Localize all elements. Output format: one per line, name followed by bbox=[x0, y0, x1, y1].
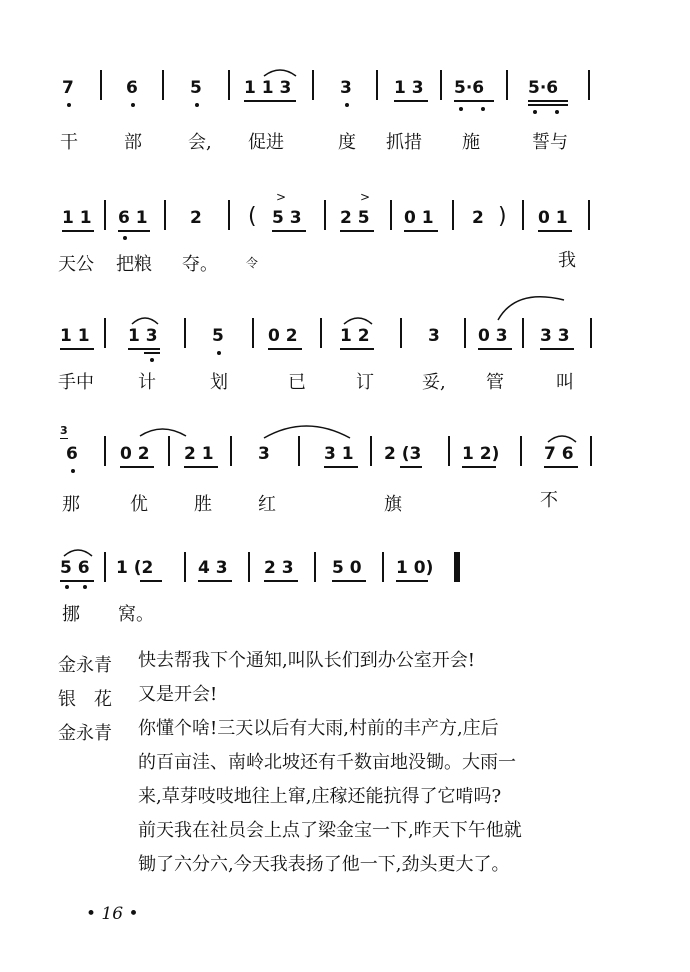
dot bbox=[195, 103, 199, 107]
note: 5·6 bbox=[528, 78, 559, 98]
barline bbox=[164, 200, 166, 230]
note: 1 3 bbox=[394, 78, 424, 98]
barline bbox=[588, 200, 590, 230]
underline bbox=[144, 352, 160, 354]
barline bbox=[324, 200, 326, 230]
note: ( bbox=[248, 204, 257, 229]
underline bbox=[60, 438, 68, 439]
lyric: 窝。 bbox=[118, 604, 154, 625]
note: 3 bbox=[340, 78, 352, 98]
underline bbox=[340, 348, 374, 350]
underline bbox=[140, 580, 162, 582]
slur bbox=[546, 432, 578, 444]
barline bbox=[464, 318, 466, 348]
note: 7 bbox=[62, 78, 74, 98]
underline bbox=[60, 348, 94, 350]
underline bbox=[528, 100, 568, 102]
dot bbox=[150, 358, 154, 362]
barline bbox=[588, 70, 590, 100]
note: 1 3 bbox=[128, 326, 158, 346]
note: 1 0) bbox=[396, 558, 434, 578]
note: 0 1 bbox=[404, 208, 434, 228]
barline bbox=[506, 70, 508, 100]
final-barline bbox=[454, 552, 460, 582]
slur bbox=[138, 424, 188, 438]
barline bbox=[162, 70, 164, 100]
barline bbox=[104, 318, 106, 348]
underline bbox=[264, 580, 298, 582]
dialogue-line: 锄了六分六,今天我表扬了他一下,劲头更大了。 bbox=[138, 854, 510, 875]
speaker-name: 银 花 bbox=[58, 689, 112, 710]
underline bbox=[394, 100, 428, 102]
speaker-name: 金永青 bbox=[58, 723, 112, 744]
lyric: 已 bbox=[288, 372, 306, 393]
underline bbox=[184, 466, 218, 468]
barline bbox=[314, 552, 316, 582]
lyric: 订 bbox=[356, 372, 374, 393]
accent: > bbox=[276, 190, 287, 204]
underline bbox=[538, 230, 572, 232]
barline bbox=[104, 436, 106, 466]
note: 1 1 bbox=[60, 326, 90, 346]
note: 5 6 bbox=[60, 558, 90, 578]
barline bbox=[590, 318, 592, 348]
barline bbox=[452, 200, 454, 230]
lyric: 计 bbox=[138, 372, 156, 393]
lyric: 妥, bbox=[422, 372, 446, 393]
barline bbox=[440, 70, 442, 100]
lyric: 不 bbox=[540, 490, 558, 511]
slur bbox=[496, 294, 566, 322]
lyric: 会, bbox=[188, 132, 212, 153]
note: 5 3 bbox=[272, 208, 302, 228]
dot bbox=[83, 585, 87, 589]
dialogue-line: 快去帮我下个通知,叫队长们到办公室开会! bbox=[138, 650, 475, 671]
dot bbox=[71, 469, 75, 473]
lyric: 把粮 bbox=[116, 254, 152, 275]
note: 5 bbox=[190, 78, 202, 98]
underline bbox=[272, 230, 306, 232]
barline bbox=[100, 70, 102, 100]
lyric: 管 bbox=[486, 372, 504, 393]
tie bbox=[262, 420, 352, 440]
accent: > bbox=[360, 190, 371, 204]
underline bbox=[198, 580, 232, 582]
underline bbox=[454, 100, 494, 102]
dot bbox=[65, 585, 69, 589]
underline bbox=[528, 104, 568, 106]
underline bbox=[400, 466, 422, 468]
underline bbox=[268, 348, 302, 350]
barline bbox=[590, 436, 592, 466]
dialogue-line: 你懂个啥!三天以后有大雨,村前的丰产方,庄后 bbox=[138, 718, 499, 739]
speaker-name: 金永青 bbox=[58, 655, 112, 676]
note: 6 bbox=[66, 444, 78, 464]
underline bbox=[60, 580, 94, 582]
barline bbox=[376, 70, 378, 100]
barline bbox=[320, 318, 322, 348]
barline bbox=[230, 436, 232, 466]
lyric: 促进 bbox=[248, 132, 284, 153]
barline bbox=[184, 552, 186, 582]
note: 2 bbox=[190, 208, 202, 228]
underline bbox=[324, 466, 358, 468]
underline bbox=[340, 230, 374, 232]
dot bbox=[481, 107, 485, 111]
note: 2 3 bbox=[264, 558, 294, 578]
lyric: 部 bbox=[124, 132, 142, 153]
note: 0 1 bbox=[538, 208, 568, 228]
lyric: 胜 bbox=[194, 494, 212, 515]
note: 3 bbox=[258, 444, 270, 464]
note: 2 1 bbox=[184, 444, 214, 464]
note: 6 bbox=[126, 78, 138, 98]
barline bbox=[370, 436, 372, 466]
lyric: 誓与 bbox=[532, 132, 568, 153]
underline bbox=[478, 348, 512, 350]
lyric: 度 bbox=[338, 132, 356, 153]
dot bbox=[217, 351, 221, 355]
lyric: 夺。 bbox=[182, 254, 218, 275]
note: 3 1 bbox=[324, 444, 354, 464]
lyric: 我 bbox=[558, 250, 576, 271]
underline bbox=[544, 466, 578, 468]
dot bbox=[459, 107, 463, 111]
lyric: 天公 bbox=[58, 254, 94, 275]
underline bbox=[540, 348, 574, 350]
note: 1 (2 bbox=[116, 558, 154, 578]
dialogue-line: 来,草芽吱吱地往上窜,庄稼还能抗得了它啃吗? bbox=[138, 786, 502, 807]
barline bbox=[312, 70, 314, 100]
lyric: 抓措 bbox=[386, 132, 422, 153]
underline bbox=[404, 230, 438, 232]
dialogue-line: 前天我在社员会上点了梁金宝一下,昨天下午他就 bbox=[138, 820, 522, 841]
underline bbox=[396, 580, 428, 582]
underline bbox=[62, 230, 94, 232]
barline bbox=[522, 318, 524, 348]
note: 6 1 bbox=[118, 208, 148, 228]
barline bbox=[520, 436, 522, 466]
lyric: 那 bbox=[62, 494, 80, 515]
barline bbox=[228, 70, 230, 100]
lyric: 红 bbox=[258, 494, 276, 515]
barline bbox=[448, 436, 450, 466]
dot bbox=[345, 103, 349, 107]
dot bbox=[123, 236, 127, 240]
slur bbox=[130, 314, 160, 326]
lyric: 旗 bbox=[384, 494, 402, 515]
slur bbox=[262, 66, 298, 78]
lyric: 干 bbox=[60, 132, 78, 153]
barline bbox=[298, 436, 300, 466]
note: ) bbox=[498, 204, 507, 229]
note: 5·6 bbox=[454, 78, 485, 98]
underline bbox=[118, 230, 150, 232]
note: 0 2 bbox=[120, 444, 150, 464]
note: 1 1 3 bbox=[244, 78, 292, 98]
underline bbox=[120, 466, 154, 468]
lyric: 挪 bbox=[62, 604, 80, 625]
underline bbox=[332, 580, 366, 582]
note: 2 5 bbox=[340, 208, 370, 228]
barline bbox=[184, 318, 186, 348]
grace-note: 3 bbox=[60, 424, 68, 437]
underline bbox=[244, 100, 296, 102]
note: 5 bbox=[212, 326, 224, 346]
lyric: 划 bbox=[210, 372, 228, 393]
dialogue-line: 又是开会! bbox=[138, 684, 218, 705]
note: 1 2 bbox=[340, 326, 370, 346]
underline bbox=[128, 348, 160, 350]
dot bbox=[533, 110, 537, 114]
slur bbox=[342, 314, 374, 326]
barline bbox=[522, 200, 524, 230]
note: 2 bbox=[472, 208, 484, 228]
underline bbox=[462, 466, 496, 468]
dialogue-line: 的百亩洼、南岭北坡还有千数亩地没锄。大雨一 bbox=[138, 752, 516, 773]
lyric: 叫 bbox=[556, 372, 574, 393]
barline bbox=[104, 200, 106, 230]
note: 4 3 bbox=[198, 558, 228, 578]
dot bbox=[555, 110, 559, 114]
barline bbox=[248, 552, 250, 582]
note: 1 2) bbox=[462, 444, 500, 464]
barline bbox=[252, 318, 254, 348]
note: 1 1 bbox=[62, 208, 92, 228]
lyric: 手中 bbox=[58, 372, 94, 393]
note: 7 6 bbox=[544, 444, 574, 464]
barline bbox=[400, 318, 402, 348]
lyric: 施 bbox=[462, 132, 480, 153]
note: 2 (3 bbox=[384, 444, 422, 464]
note: 5 0 bbox=[332, 558, 362, 578]
note: 3 3 bbox=[540, 326, 570, 346]
note: 0 2 bbox=[268, 326, 298, 346]
note: 0 3 bbox=[478, 326, 508, 346]
barline bbox=[104, 552, 106, 582]
barline bbox=[228, 200, 230, 230]
barline bbox=[382, 552, 384, 582]
barline bbox=[168, 436, 170, 466]
dot bbox=[131, 103, 135, 107]
note: 3 bbox=[428, 326, 440, 346]
barline bbox=[390, 200, 392, 230]
lyric: 令 bbox=[246, 256, 259, 270]
lyric: 优 bbox=[130, 494, 148, 515]
slur bbox=[62, 546, 94, 558]
page-number: • 16 • bbox=[86, 904, 139, 924]
dot bbox=[67, 103, 71, 107]
